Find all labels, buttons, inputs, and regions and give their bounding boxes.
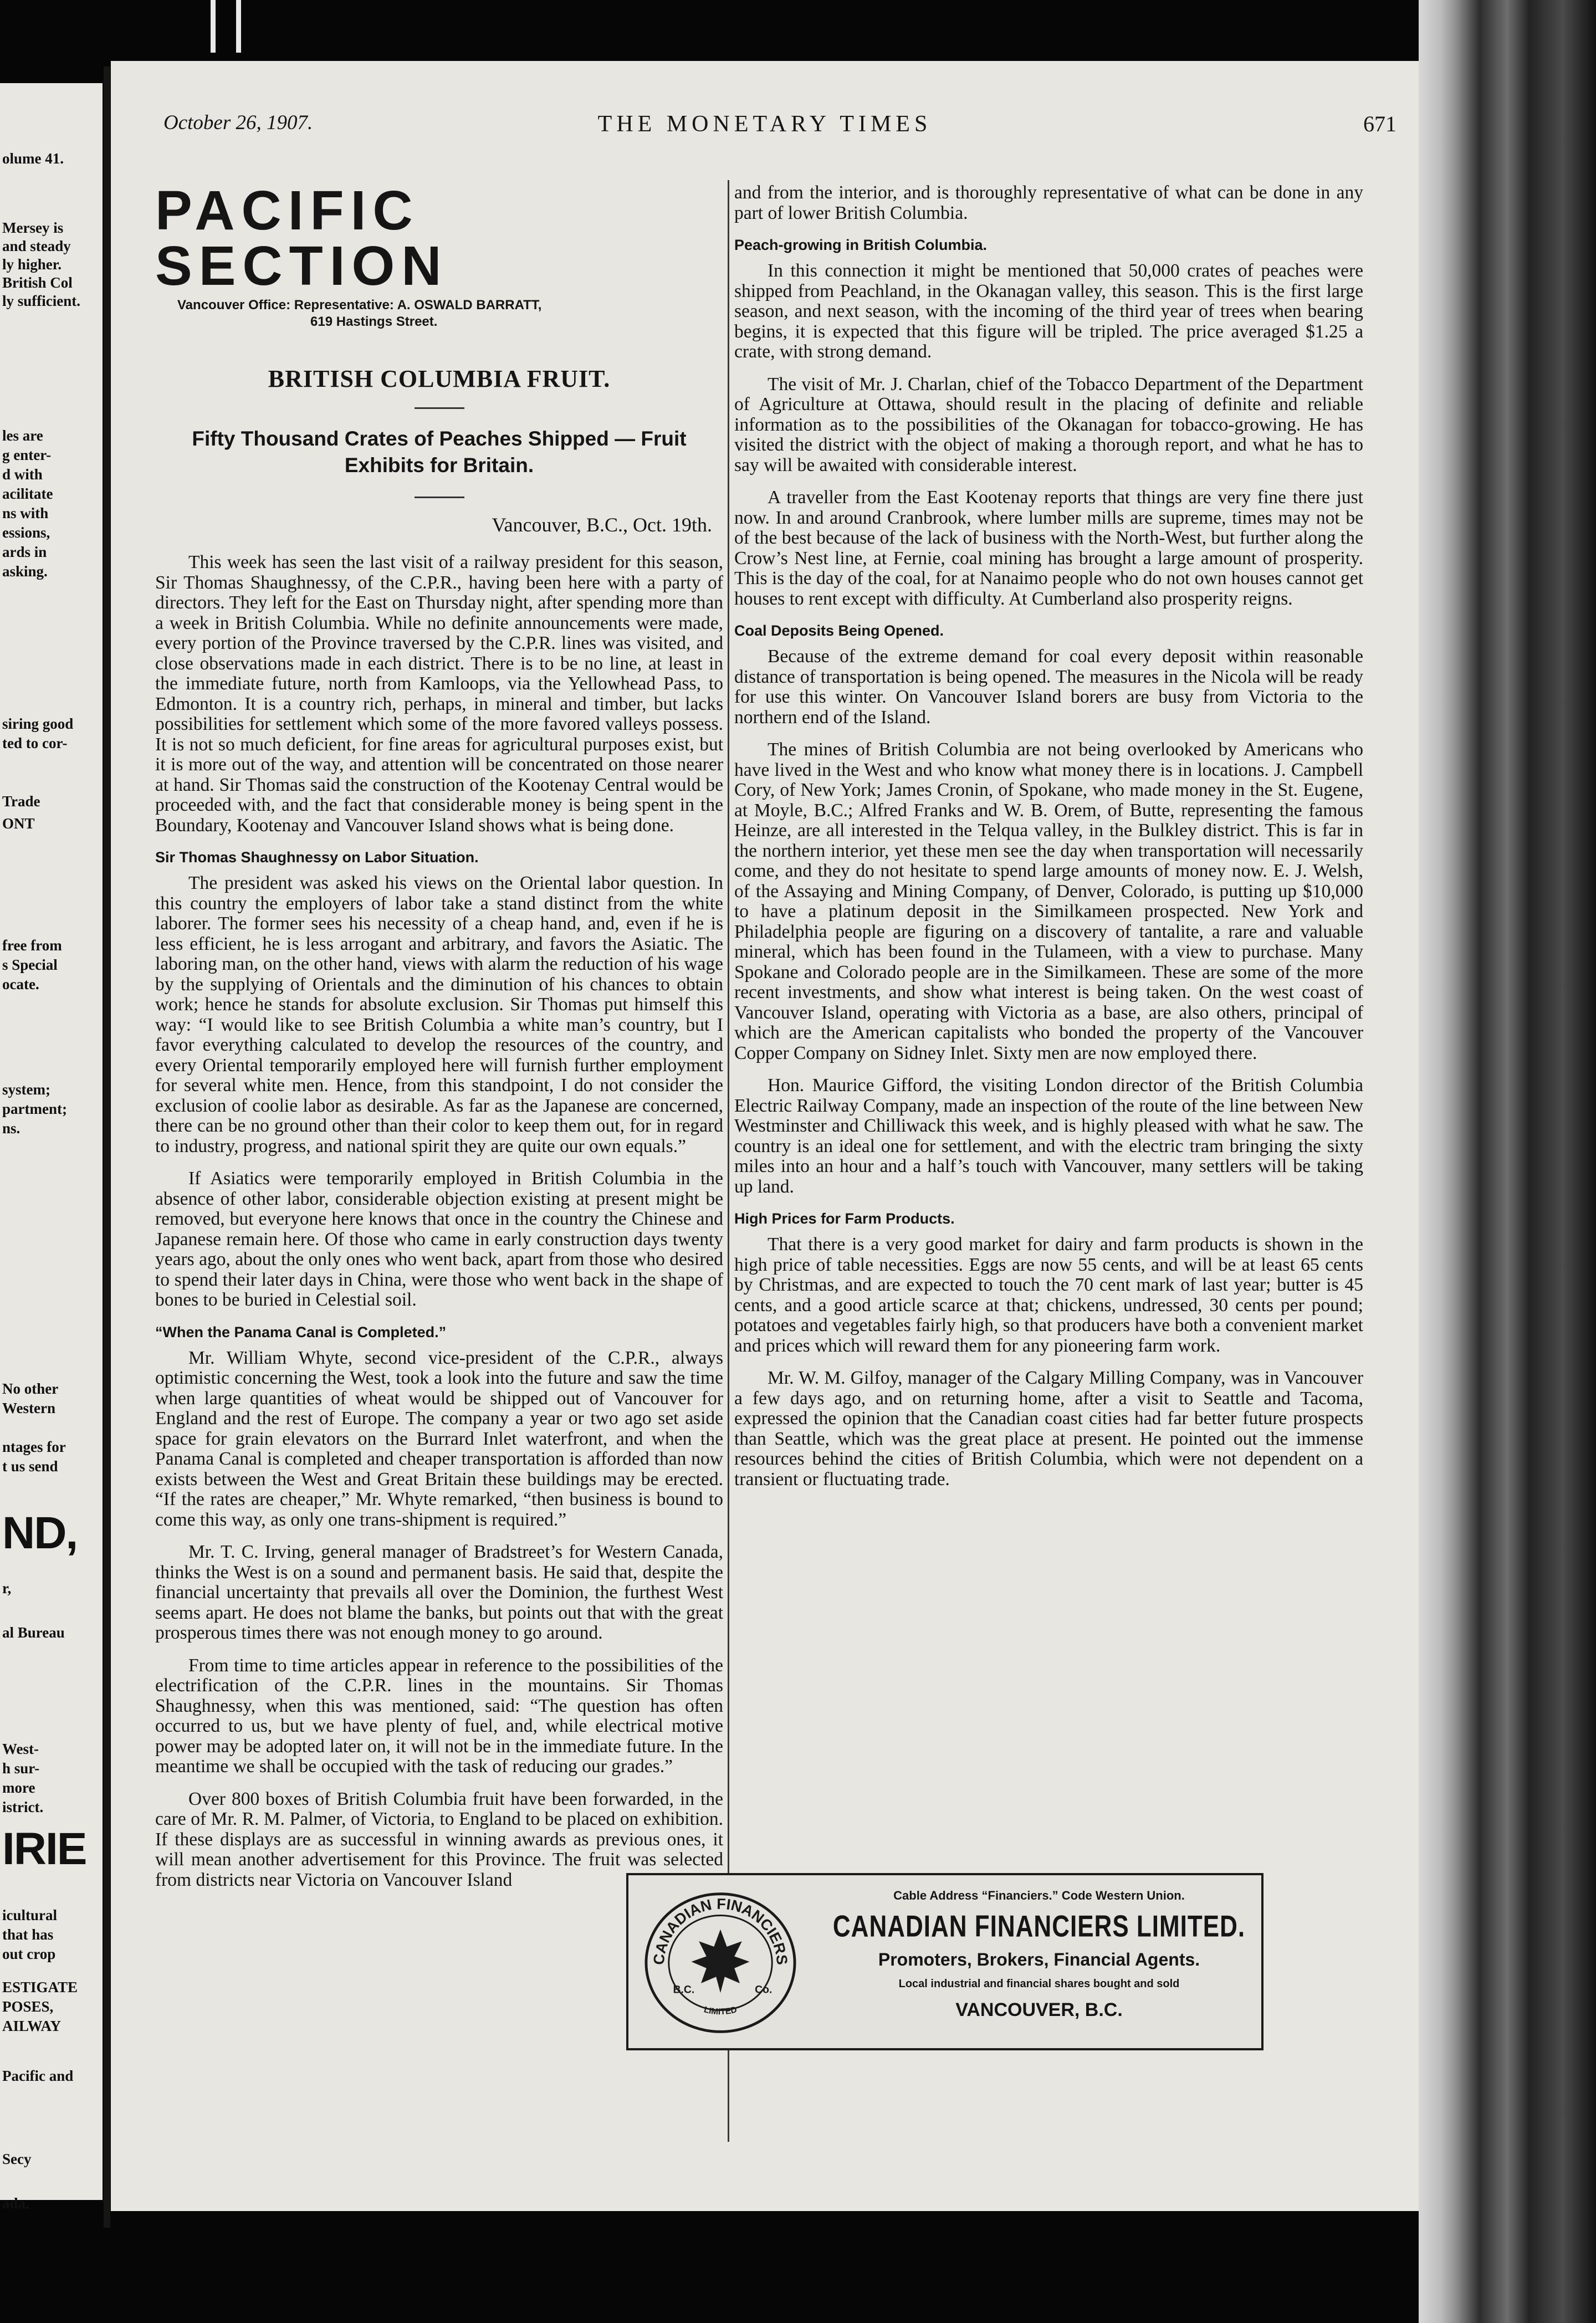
paragraph-continued: and from the interior, and is thoroughly representative of what can be done in any part of lower British Columbia.: [734, 182, 1363, 223]
book-spine-edge: [1419, 0, 1596, 2323]
previous-page-text: British Col: [2, 274, 73, 291]
publication-title: THE MONETARY TIMES: [597, 111, 932, 137]
article-subtitle: [155, 426, 723, 479]
previous-page-text: h sur-: [2, 1760, 40, 1777]
paragraph: The visit of Mr. J. Charlan, chief of the Tobacco Department of the Department of Agriculture at Ottawa, should result in the placing of definite and reliable information as to the possibilities of the Okanagan for tobacco-growing. He has visited the district with the object of making a thorough report, and what he has to say will be awaited with considerable interest.: [734, 373, 1363, 475]
previous-page-text: that has: [2, 1926, 54, 1943]
previous-page-text: ns with: [2, 505, 49, 521]
section-office: [177, 297, 723, 330]
section-title: PACIFIC SECTION: [155, 180, 448, 297]
previous-page-text: ocate.: [2, 976, 39, 992]
paragraph: From time to time articles appear in reference to the possibilities of the electrification of the C.P.R. lines in the mountains. Sir Thomas Shaughnessy, when this was mentioned, said: “The question has often occurred to us, but we have plenty of fuel, and, while electrical motive power may be adopted later on, it will not be in the immediate future. In the meantime we shall be occupied with the task of reducing our grades.”: [155, 1655, 723, 1777]
paragraph: The president was asked his views on the Oriental labor question. In this country the employers of labor take a stand distinct from the white laborer. The former sees his necessity of a cheap hand, and, even if he is less efficient, he is less arrogant and arbitrary, and favors the Asiatic. The laboring man, on the other hand, views with alarm the reduction of his wage by the supplying of Orientals and the diminution of his chances to obtain work; hence he stands for absolute exclusion. Sir Thomas put himself this way: “I would like to see British Columbia a white man’s country, but I favor everything calculated to develop the resources of the country, and every Oriental temporarily employed here will furnish further employment for several white men. Hence, from this standpoint, I do not consider the exclusion of coolie labor as desirable. As far as the Japanese are concerned, there can be no ground other than their color to keep them out, for in regard to industry, progress, and national spirit they are quite our own equals.”: [155, 873, 723, 1157]
column-left: [155, 180, 723, 1902]
advertisement-box: [626, 1873, 1264, 2050]
ad-services: Promoters, Brokers, Financial Agents.: [878, 1950, 1200, 1969]
paragraph: If Asiatics were temporarily employed in British Columbia in the absence of other labor, considerable objection existing at present might be removed, but everyone here knows that once in the country the Chinese and Japanese remain here. Of those who came in early construction days twenty years ago, about the only ones who went back, apart from those who desired to spend their later days in China, were those who went back in the shape of bones to be buried in Celestial soil.: [155, 1168, 723, 1310]
paragraph: Hon. Maurice Gifford, the visiting London director of the British Columbia Electric Railway Company, made an inspection of the route of the line between New Westminster and Chilliwack this week, and is highly pleased with what he saw. The country is an ideal one for settlement, and with the electric tram bringing the sixty miles into an hour and a half’s touch with Vancouver, many settlers will be taking up land.: [734, 1075, 1363, 1197]
previous-page-text: siring good: [2, 715, 74, 732]
subhead-panama: “When the Panama Canal is Completed.”: [155, 1323, 447, 1340]
previous-page-text: ND,: [2, 1508, 78, 1558]
page-number: 671: [1363, 111, 1396, 136]
previous-page-text: free from: [2, 937, 62, 954]
seal-limited-text: LIMITED: [703, 2005, 738, 2017]
previous-page-text: out crop: [2, 1946, 56, 1962]
previous-page-text: r,: [2, 1580, 12, 1597]
column-rule: [728, 180, 729, 2142]
previous-page-text: d with: [2, 466, 43, 483]
previous-page-text: Pacific and: [2, 2068, 74, 2084]
seal-left-text: B.C.: [673, 1983, 695, 1996]
subtitle-line-1: Fifty Thousand Crates of Peaches Shipped — Fruit: [192, 427, 687, 450]
paragraph: Mr. William Whyte, second vice-president of the C.P.R., always optimistic concerning the West, took a look into the future and saw the time when large quantities of wheat would be shipped out of Vancouver for England and the rest of Europe. The company a year or two ago set aside space for grain elevators on the Burrard Inlet waterfront, and when the Panama Canal is completed and cheaper transportation is afforded than now exists between the West and Great Britain these buildings may be erected. “If the rates are cheaper,” Mr. Whyte remarked, “then business is bound to come this way, as only one trans-shipment is required.”: [155, 1347, 723, 1530]
previous-page-text: les are: [2, 427, 43, 444]
column-right: [734, 183, 1363, 1502]
previous-page-text: g enter-: [2, 447, 52, 463]
previous-page-text: No other: [2, 1380, 59, 1397]
previous-page-text: t us send: [2, 1458, 58, 1475]
previous-page-text: Mersey is: [2, 219, 64, 236]
subtitle-line-2: Exhibits for Britain.: [344, 453, 534, 477]
svg-text:LIMITED: [703, 2005, 738, 2017]
paragraph: Mr. T. C. Irving, general manager of Bradstreet’s for Western Canada, thinks the West is on a sound and permanent basis. He said that, despite the financial uncertainty that prevails all over the Dominion, the furthest West seems apart. He does not blame the banks, but points out that with the great prosperous times there was not enough money to go around.: [155, 1542, 723, 1643]
newspaper-page: [111, 61, 1419, 2211]
previous-page-text: partment;: [2, 1101, 67, 1117]
subhead-peach: Peach-growing in British Columbia.: [734, 237, 988, 253]
previous-page-text: ly higher.: [2, 256, 62, 273]
previous-page-text: West-: [2, 1741, 39, 1757]
subtitle-rule: [415, 497, 464, 498]
subhead-coal: Coal Deposits Being Opened.: [734, 622, 944, 639]
office-line-2: 619 Hastings Street.: [310, 314, 438, 329]
dateline: Vancouver, B.C., Oct. 19th.: [492, 513, 712, 536]
title-rule: [415, 407, 464, 409]
advertisement-text: [828, 1889, 1250, 2021]
company-seal-icon: [640, 1887, 801, 2038]
previous-page-text: ntages for: [2, 1439, 66, 1455]
previous-page-text: POSES,: [2, 1998, 54, 2015]
previous-page-text: asking.: [2, 563, 48, 580]
ad-shares-line: Local industrial and financial shares bought and sold: [898, 1978, 1180, 1990]
ad-cable-address: Cable Address “Financiers.” Code Western Union.: [893, 1889, 1185, 1902]
previous-page-text: Trade: [2, 793, 40, 810]
paragraph: That there is a very good market for dairy and farm products is shown in the high price of table necessities. Eggs are now 55 cents, and will be at least 65 cents by Christmas, and are expected to touch the 70 cent mark of last year; butter is 45 cents, and a good article scarce at that; chickens, undressed, 30 cents per pound; potatoes and vegetables fairly high, so that producers have both a convenient market and prices which will reward them for any pioneering farm work.: [734, 1234, 1363, 1356]
paragraph: In this connection it might be mentioned that 50,000 crates of peaches were shipped from Peachland, in the Okanagan valley, this season. This is the first large season, and next season, with the incoming of the third year of trees when bearing begins, it is expected that this figure will be tripled. The price averaged $1.25 a crate, with strong demand.: [734, 260, 1363, 362]
previous-page-text: ly sufficient.: [2, 293, 80, 309]
previous-page-text: ted to cor-: [2, 735, 68, 751]
previous-page-text: ns.: [2, 1120, 21, 1137]
previous-page-text: Secy: [2, 2151, 32, 2167]
film-mark-right: [236, 0, 241, 53]
subhead-labor: Sir Thomas Shaughnessy on Labor Situation.: [155, 849, 479, 866]
paragraph: This week has seen the last visit of a railway president for this season, Sir Thomas Shaughnessy, of the C.P.R., having been here with a party of directors. They left for the East on Thursday night, after spending more than a week in British Columbia. While no definite announcements were made, every portion of the Province traversed by the C.P.R. lines was visited, and close observations made in each district. There is to be no line, at least in the immediate future, north from Kamloops, via the Yellowhead Pass, to Edmonton. It is a country rich, perhaps, in mineral and timber, but lacks possibilities for settlement which some of the more favored valleys possess. It is not so much deficient, for fine areas for agricultural purposes exist, but it is more out of the way, and attention will be concentrated on those nearer at hand. Sir Thomas said the construction of the Kootenay Central would be proceeded with, and the fact that considerable money is being spent in the Boundary, Kootenay and Vancouver Island shows what is being done.: [155, 552, 723, 836]
previous-page-text: al Bureau: [2, 1624, 65, 1641]
seal-arc-text: CANADIAN FINANCIERS: [649, 1895, 791, 1966]
previous-page-text: s Special: [2, 956, 58, 973]
previous-page-text: IRIE: [2, 1824, 86, 1874]
previous-page-fragment: [0, 83, 103, 2212]
film-mark-left: [211, 0, 216, 53]
previous-page-text: icultural: [2, 1907, 57, 1923]
previous-page-text: more: [2, 1779, 35, 1796]
running-head: [111, 111, 1419, 144]
paragraph: Over 800 boxes of British Columbia fruit have been forwarded, in the care of Mr. R. M. Palmer, of Victoria, to England to be placed on exhibition. If these displays are as successful in winning awards as previous ones, it will mean another advertisement for this Province. The fruit was selected from districts near Victoria on Vancouver Island: [155, 1788, 723, 1890]
previous-page-text: olume 41.: [2, 150, 64, 167]
paragraph: A traveller from the East Kootenay reports that things are very fine there just now. In and around Cranbrook, where lumber mills are supreme, times may not be of the best because of the lack of business with the North-West, but further along the Crow’s Nest line, at Fernie, coal mining has brought a large amount of prosperity. This is the day of the coal, for at Nanaimo people who do not own houses cannot get houses to rent except with difficulty. At Cumberland also prosperity reigns.: [734, 487, 1364, 609]
ad-city: VANCOUVER, B.C.: [955, 1999, 1123, 2020]
previous-page-text: ada.: [2, 2195, 29, 2212]
ad-company-name: CANADIAN FINANCIERS LIMITED.: [832, 1909, 1246, 1943]
previous-page-text: and steady: [2, 238, 71, 254]
previous-page-text: AILWAY: [2, 2018, 62, 2034]
paragraph: Because of the extreme demand for coal every deposit within reasonable distance of transportation is being opened. The measures in the Nicola will be ready for use this winter. On Vancouver Island borers are busy from Victoria to the northern end of the Island.: [734, 646, 1363, 728]
previous-page-text: Western: [2, 1400, 55, 1416]
previous-page-text: acilitate: [2, 485, 53, 502]
subhead-farm: High Prices for Farm Products.: [734, 1210, 955, 1227]
seal-right-text: Co.: [755, 1983, 773, 1996]
previous-page-text: ESTIGATE: [2, 1979, 78, 1995]
previous-page-text: istrict.: [2, 1799, 44, 1815]
previous-page-text: ONT: [2, 815, 35, 832]
office-line-1: Vancouver Office: Representative: A. OSWALD BARRATT,: [177, 298, 542, 313]
previous-page-text: system;: [2, 1081, 50, 1098]
article-title: BRITISH COLUMBIA FRUIT.: [268, 365, 611, 392]
page-gutter: [104, 66, 110, 2228]
previous-page-text: essions,: [2, 524, 50, 541]
paragraph: The mines of British Columbia are not being overlooked by Americans who have lived in the West and who know what money there is in locations. J. Campbell Cory, of New York; James Cronin, of Spokane, who made money in the St. Eugene, at Moyle, B.C.; Alfred Franks and W. B. Orem, of Butte, representing the famous Heinze, are all interested in the Telqua valley, in the Bulkley district. This is far in the northern interior, yet these men see the day when transportation will necessarily come, and they do not hesitate to spend large amounts of money now. E. J. Welsh, of the Assaying and Mining Company, of Denver, Colorado, is putting up $10,000 to have a platinum deposit in the Similkameen prospected. New York and Philadelphia people are figuring on a discovery of tantalite, a rare and valuable mineral, which has been found in the Tulameen, with a view to purchase. Many Spokane and Colorado people are in the Similkameen. These are some of the more recent investments, and show what interest is being taken. On the west coast of Vancouver Island, operating with Victoria as a base, are also others, principal of which are the American capitalists who bonded the property of the Vancouver Copper Company on Sidney Inlet. Sixty men are now employed there.: [734, 739, 1363, 1063]
paragraph: Mr. W. M. Gilfoy, manager of the Calgary Milling Company, was in Vancouver a few days ago, and on returning home, after a visit to Seattle and Tacoma, expressed the opinion that the Canadian coast cities had far better future prospects than Seattle, which was the great place at present. He pointed out the immense resources behind the cities of British Columbia, which were not dependent on a transient or fluctuating trade.: [734, 1368, 1363, 1490]
issue-date: October 26, 1907.: [163, 111, 313, 134]
previous-page-text: ards in: [2, 544, 47, 560]
